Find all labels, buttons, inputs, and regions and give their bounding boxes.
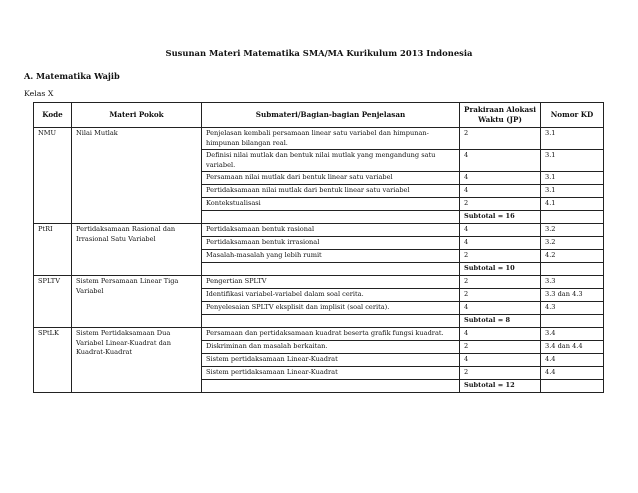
cell-kode: SPtLK xyxy=(34,328,72,393)
cell-materi-pokok: Nilai Mutlak xyxy=(72,128,202,224)
cell-submateri: Masalah-masalah yang lebih rumit xyxy=(202,250,460,263)
cell-subtotal: Subtotal = 12 xyxy=(460,380,541,393)
cell-subtotal: Subtotal = 10 xyxy=(460,263,541,276)
cell-empty xyxy=(202,315,460,328)
cell-empty xyxy=(541,380,604,393)
cell-materi-pokok: Sistem Pertidaksamaan Dua Variabel Linear-Kuadrat dan Kuadrat-Kuadrat xyxy=(72,328,202,393)
cell-submateri: Pertidaksamaan bentuk rasional xyxy=(202,224,460,237)
cell-alokasi-jp: 4 xyxy=(460,185,541,198)
cell-nomor-kd: 3.4 dan 4.4 xyxy=(541,341,604,354)
cell-subtotal: Subtotal = 8 xyxy=(460,315,541,328)
cell-nomor-kd: 4.2 xyxy=(541,250,604,263)
cell-alokasi-jp: 4 xyxy=(460,237,541,250)
cell-submateri: Pertidaksamaan bentuk irrasional xyxy=(202,237,460,250)
header-materi-pokok: Materi Pokok xyxy=(72,103,202,128)
cell-submateri: Penyelesaian SPLTV eksplisit dan implisit (soal cerita). xyxy=(202,302,460,315)
cell-submateri: Pertidaksamaan nilai mutlak dari bentuk linear satu variabel xyxy=(202,185,460,198)
cell-nomor-kd: 4.3 xyxy=(541,302,604,315)
cell-alokasi-jp: 2 xyxy=(460,367,541,380)
cell-submateri: Persamaan dan pertidaksamaan kuadrat beserta grafik fungsi kuadrat. xyxy=(202,328,460,341)
cell-nomor-kd: 3.4 xyxy=(541,328,604,341)
cell-nomor-kd: 4.4 xyxy=(541,367,604,380)
cell-alokasi-jp: 2 xyxy=(460,128,541,150)
cell-submateri: Persamaan nilai mutlak dari bentuk linear satu variabel xyxy=(202,172,460,185)
table-row xyxy=(34,328,604,341)
cell-kode: PtRI xyxy=(34,224,72,276)
cell-alokasi-jp: 4 xyxy=(460,150,541,172)
cell-submateri: Identifikasi variabel-variabel dalam soal cerita. xyxy=(202,289,460,302)
section-heading: A. Matematika Wajib xyxy=(24,71,120,81)
cell-empty xyxy=(202,263,460,276)
cell-nomor-kd: 4.1 xyxy=(541,198,604,211)
cell-nomor-kd: 4.4 xyxy=(541,354,604,367)
cell-alokasi-jp: 2 xyxy=(460,250,541,263)
cell-submateri: Pengertian SPLTV xyxy=(202,276,460,289)
cell-empty xyxy=(541,315,604,328)
cell-nomor-kd: 3.1 xyxy=(541,128,604,150)
cell-empty xyxy=(202,380,460,393)
table-row xyxy=(34,276,604,289)
cell-nomor-kd: 3.3 xyxy=(541,276,604,289)
table-body xyxy=(34,128,604,393)
cell-nomor-kd: 3.2 xyxy=(541,237,604,250)
cell-alokasi-jp: 4 xyxy=(460,354,541,367)
header-nomor-kd: Nomor KD xyxy=(541,103,604,128)
cell-empty xyxy=(541,211,604,224)
cell-subtotal: Subtotal = 16 xyxy=(460,211,541,224)
cell-materi-pokok: Pertidaksamaan Rasional dan Irrasional Satu Variabel xyxy=(72,224,202,276)
table-header-row xyxy=(34,103,604,128)
class-label: Kelas X xyxy=(24,89,54,98)
cell-empty xyxy=(202,211,460,224)
cell-nomor-kd: 3.3 dan 4.3 xyxy=(541,289,604,302)
table-row xyxy=(34,224,604,237)
cell-submateri: Sistem pertidaksamaan Linear-Kuadrat xyxy=(202,354,460,367)
header-submateri: Submateri/Bagian-bagian Penjelasan xyxy=(202,103,460,128)
cell-submateri: Penjelasan kembali persamaan linear satu variabel dan himpunan-himpunan bilangan real. xyxy=(202,128,460,150)
document-title: Susunan Materi Matematika SMA/MA Kurikulum 2013 Indonesia xyxy=(165,48,473,58)
cell-alokasi-jp: 2 xyxy=(460,198,541,211)
cell-alokasi-jp: 4 xyxy=(460,302,541,315)
cell-empty xyxy=(541,263,604,276)
cell-alokasi-jp: 4 xyxy=(460,224,541,237)
header-alokasi-waktu: Prakiraan Alokasi Waktu (JP) xyxy=(460,103,541,128)
cell-kode: SPLTV xyxy=(34,276,72,328)
cell-submateri: Definisi nilai mutlak dan bentuk nilai mutlak yang mengandung satu variabel. xyxy=(202,150,460,172)
cell-alokasi-jp: 4 xyxy=(460,328,541,341)
cell-nomor-kd: 3.2 xyxy=(541,224,604,237)
cell-nomor-kd: 3.1 xyxy=(541,185,604,198)
cell-materi-pokok: Sistem Persamaan Linear Tiga Variabel xyxy=(72,276,202,328)
cell-alokasi-jp: 4 xyxy=(460,172,541,185)
header-kode: Kode xyxy=(34,103,72,128)
table-row xyxy=(34,128,604,150)
cell-alokasi-jp: 2 xyxy=(460,289,541,302)
cell-nomor-kd: 3.1 xyxy=(541,172,604,185)
cell-nomor-kd: 3.1 xyxy=(541,150,604,172)
cell-submateri: Sistem pertidaksamaan Linear-Kuadrat xyxy=(202,367,460,380)
materi-table xyxy=(33,102,604,393)
cell-submateri: Diskriminan dan masalah berkaitan. xyxy=(202,341,460,354)
cell-alokasi-jp: 2 xyxy=(460,276,541,289)
cell-alokasi-jp: 2 xyxy=(460,341,541,354)
cell-kode: NMU xyxy=(34,128,72,224)
cell-submateri: Kontekstualisasi xyxy=(202,198,460,211)
